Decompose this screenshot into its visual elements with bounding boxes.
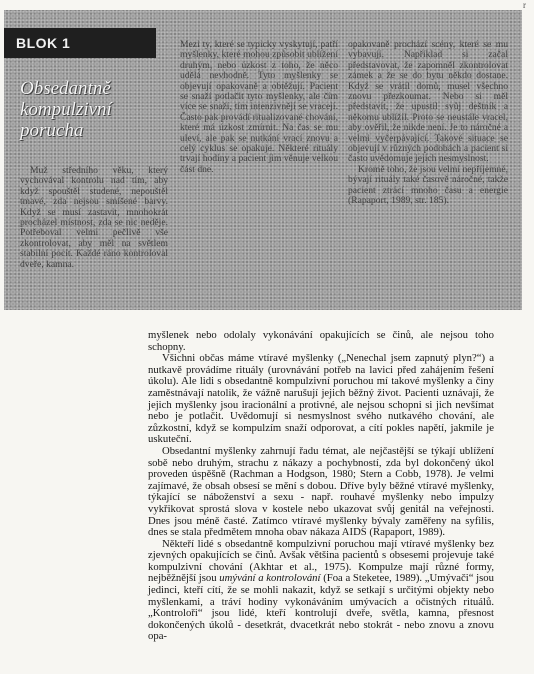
info-box [4,10,522,310]
box-column-3 [348,40,508,304]
emphasis-text: umývání a kontrolování [219,572,321,585]
box-label: BLOK 1 [4,28,156,58]
main-text-column [148,330,494,643]
corner-mark: r [523,0,526,10]
box-paragraph: opakovaně prochází scény, které se mu vybavují. Například si začal představovat, že zapomněl zkontrolovat zámek a že se do bytu někdo dostane. Když se vrátil domů, musel všechno znovu přezkoumat. Nebo si měl představit, že upustil svůj deštník a někomu ublížil. Proto se neustále vracel, aby ověřil, že nikde není. Je to náročné a velmi vyčerpávající. Takové situace se objevují v různých podobách a pacient si často uvědomuje jejich nesmyslnost. [348,39,508,165]
body-paragraph: myšlenek nebo odolaly vykonávání opakujících se činů, ale nejsou toho schopny. [148,329,494,353]
box-paragraph: Muž středního věku, který vychovával kontrolu nad tím, aby když spouštěl studené, nepouštěl tmavé, zda nejsou smíšené barvy. Když se musí zastavit, mnohokrát procházel místnost, zda se nic neděje. Potřeboval velmi pečlivě vše zkontrolovat, aby měl na světlem stabilní pocit. Každé ráno kontroloval dveře, kamna. [20,165,168,270]
body-paragraph: Někteří lidé s obsedantně kompulzivní poruchou mají vtíravé myšlenky bez zjevných opakujících se činů. Avšak většina pacientů s obsesemi projevuje také kompulzivní chování (Akhtar et al., 1975). Kompulze mají různé formy, nejběžnější jsou umývání a kontrolování (Foa a Steketee, 1989). „Umývači“ jsou jedinci, kteří cítí, že se mohli nakazit, když se setkají s určitými objekty nebo myšlenkami, a tráví hodiny vykonáváním umývacích a očistných rituálů. „Kontroloři“ jsou lidé, kteří kontrolují dveře, světla, kamna, přesnost dokončených úkolů - desetkrát, dvacetkrát nebo stokrát - nebo znovu a znovu opa- [148,537,494,643]
box-column-2 [180,40,338,304]
body-paragraph: Obsedantní myšlenky zahrnují řadu témat, ale nejčastější se týkají ublížení sobě nebo druhým, strachu z nákazy a pochybností, zda byl dokončený úkol proveden úspěšně (Rachman a Hodgson, 1980; Stern a Cobb, 1978). Je velmi zajímavé, že obsah obsesí se mění s dobou. Dříve byly běžné vtíravé myšlenky, týkající se náboženství a sexu - např. rouhavé myšlenky nebo impulzy vykřikovat sprostá slova v kostele nebo ukazovat svůj genitál na veřejnosti. Dnes jsou méně časté. Zatímco vtíravé myšlenky bývaly zaměřeny na syfilis, dnes se stala předmětem mnoha obav nákaza AIDS (Rapaport, 1989). [148,444,494,539]
box-paragraph: Kromě toho, že jsou velmi nepříjemné, bývají rituály také časově náročné, takže pacient ztrácí mnoho času a energie (Rapaport, 1989, str. 185). [348,163,508,207]
box-paragraph: Mezi ty, které se typicky vyskytují, patří myšlenky, které mohou způsobit ublížení druhým, nebo úzkost z toho, že něco udělá nevhodně. Tyto myšlenky se objevují opakovaně a obtěžují. Pacient se snaží potlačit tyto myšlenky, ale čím více se snaží, tím intenzivněji se vracejí. Často pak provádí ritualizované chování, které má úzkost zmírnit. Na čas se mu uleví, ale pak se nutkání vrací znovu a celý cyklus se opakuje. Některé rituály trvají hodiny a pacient jim věnuje velkou část dne. [180,39,338,175]
box-title: Obsedantně kompulzivní porucha [20,78,112,141]
box-column-1 [20,166,168,304]
body-paragraph: Všichni občas máme vtíravé myšlenky („Nenechal jsem zapnutý plyn?“) a nutkavě provádíme rituály (urovnávání potřeb na lavici před zahájením řešení úkolu). Ale lidi s obsedantně kompulzivní poruchou mí takové myšlenky a činy zaměstnávají natolik, že vážně narušují jejich běžný život. Pacienti uznávají, že jejich myšlenky jsou iracionální a protivné, ale nejsou schopni si jich nevšímat nebo je potlačit. Uvědomují si nesmyslnost svého nutkavého chování, ale zůzkostní, když se kompulzím snaží odporovat, a cítí pokles napětí, jakmile je uskuteční. [148,352,494,446]
